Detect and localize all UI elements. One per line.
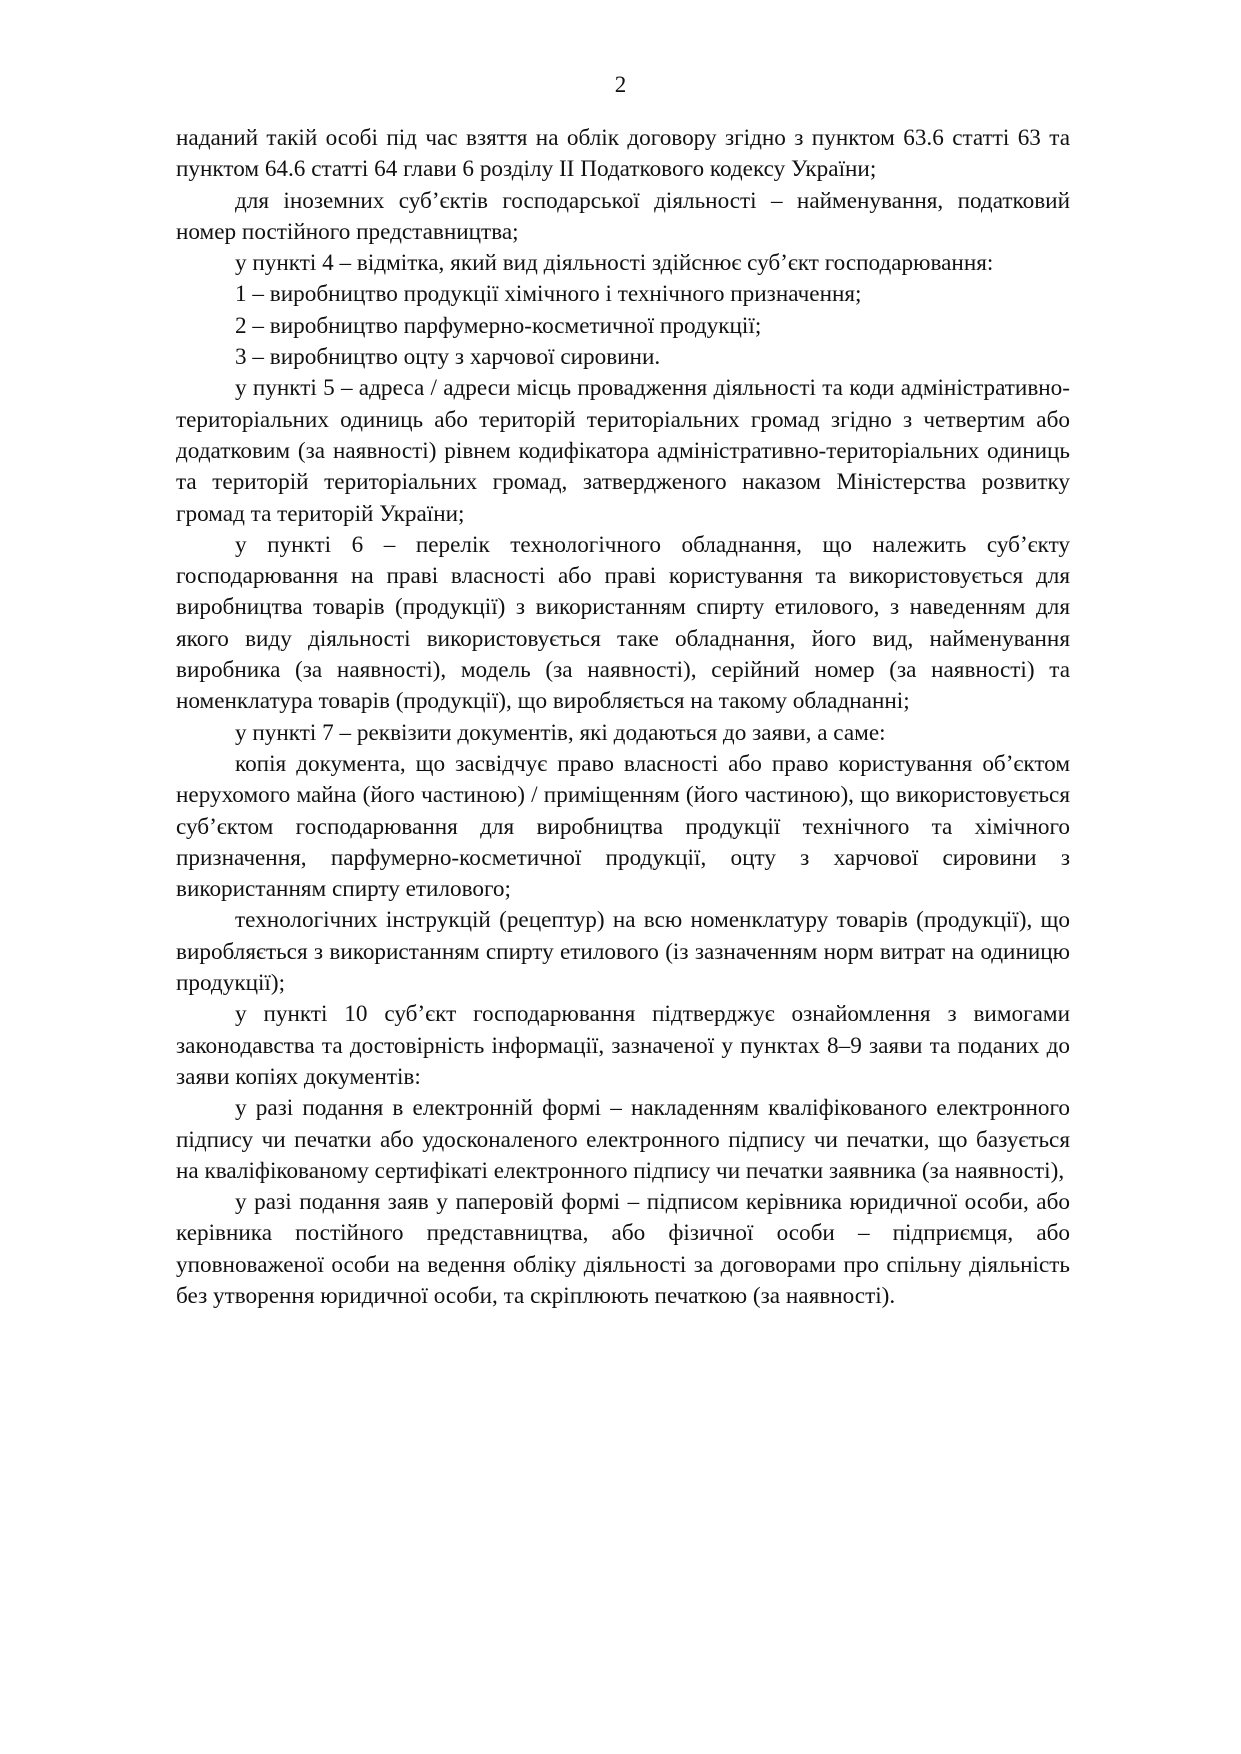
paragraph: у пункті 7 – реквізити документів, які додаються до заяви, а саме: bbox=[235, 719, 886, 746]
list-item: 3 – виробництво оцту з харчової сировини. bbox=[235, 344, 661, 371]
paragraph: у пункті 10 суб’єкт господарювання підтверджує ознайомлення з вимогами законодавства та достовірність інформації, зазначеної у пунктах 8–9 заяви та поданих до заяви копіях документів: bbox=[176, 1001, 1070, 1090]
paragraph: для іноземних суб’єктів господарської діяльності – найменування, податковий номер постійного представництва; bbox=[176, 187, 1070, 245]
list-item: 2 – виробництво парфумерно-косметичної продукції; bbox=[235, 312, 762, 339]
page-number: 2 bbox=[614, 72, 627, 97]
paragraph: у пункті 5 – адреса / адреси місць провадження діяльності та коди адміністративно-територіальних одиниць або територій територіальних громад згідно з четвертим або додатковим (за наявності) рівнем кодифікатора адміністративно-територіальних одиниць та територій територіальних громад, затвердженого наказом Міністерства розвитку громад та територій України; bbox=[176, 375, 1070, 527]
paragraph: наданий такій особі під час взяття на облік договору згідно з пунктом 63.6 статті 63 та пунктом 64.6 статті 64 глави 6 розділу ІІ Податкового кодексу України; bbox=[176, 125, 1070, 183]
paragraph: у разі подання в електронній формі – накладенням кваліфікованого електронного підпису чи печатки або удосконаленого електронного підпису чи печатки, що базується на кваліфікованому сертифікаті електронного підпису чи печатки заявника (за наявності), bbox=[176, 1095, 1070, 1184]
document-body bbox=[176, 123, 1070, 1312]
paragraph: у разі подання заяв у паперовій формі – підписом керівника юридичної особи, або керівника постійного представництва, або фізичної особи – підприємця, або уповноваженої особи на ведення обліку діяльності за договорами про спільну діяльність без утворення юридичної особи, та скріплюють печаткою (за наявності). bbox=[176, 1189, 1070, 1309]
list-item: 1 – виробництво продукції хімічного і технічного призначення; bbox=[235, 281, 862, 308]
paragraph: технологічних інструкцій (рецептур) на всю номенклатуру товарів (продукції), що виробляється з використанням спирту етилового (із зазначенням норм витрат на одиницю продукції); bbox=[176, 907, 1070, 997]
paragraph: у пункті 6 – перелік технологічного обладнання, що належить суб’єкту господарювання на праві власності або праві користування та використовується для виробництва товарів (продукції) з використанням спирту етилового, з наведенням для якого виду діяльності використовується таке обладнання, його вид, найменування виробника (за наявності), модель (за наявності), серійний номер (за наявності) та номенклатура товарів (продукції), що виробляється на такому обладнанні; bbox=[176, 531, 1070, 715]
paragraph: у пункті 4 – відмітка, який вид діяльності здійснює суб’єкт господарювання: bbox=[235, 250, 994, 277]
paragraph: копія документа, що засвідчує право власності або право користування об’єктом нерухомого майна (його частиною) / приміщенням (його частиною), що використовується суб’єктом господарювання для виробництва продукції технічного та хімічного призначення, парфумерно-косметичної продукції, оцту з харчової сировини з використанням спирту етилового; bbox=[176, 750, 1070, 903]
